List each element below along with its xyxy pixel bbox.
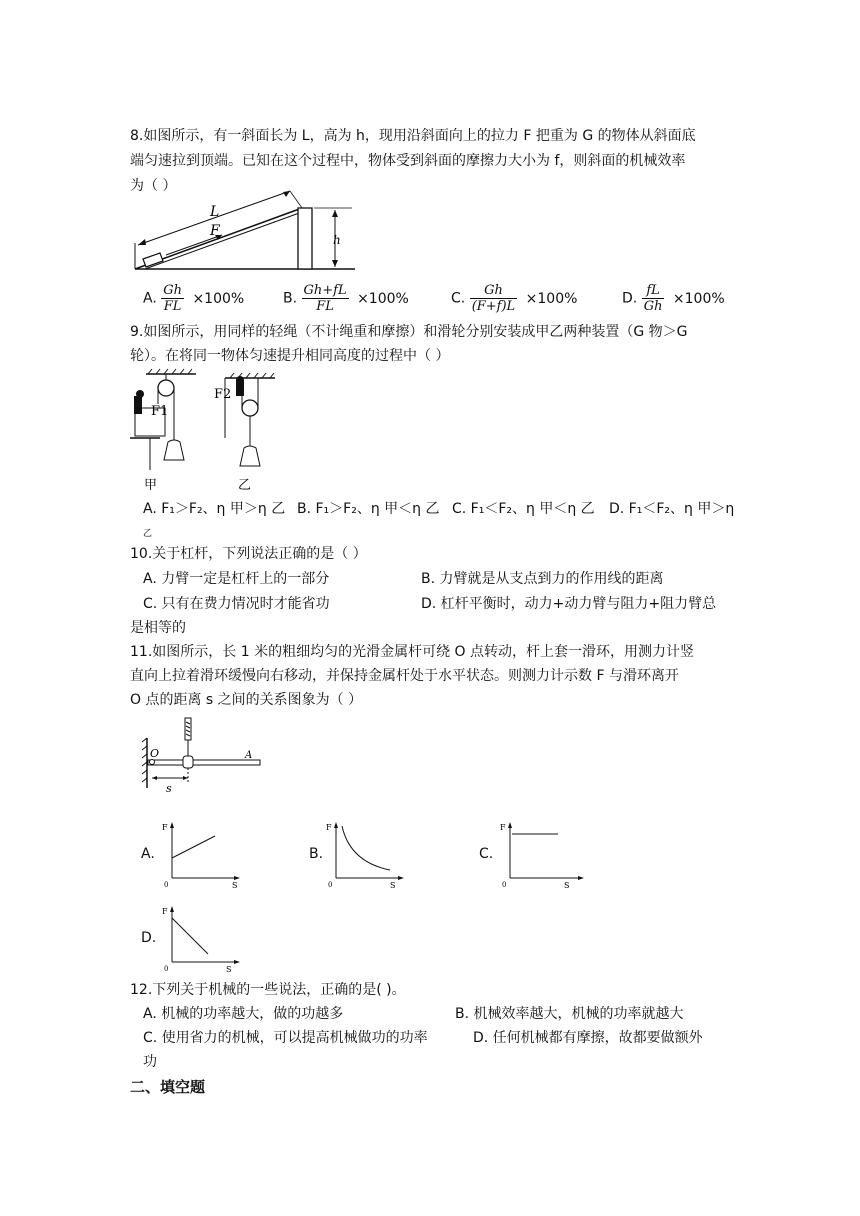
lever-label-o: O bbox=[150, 747, 160, 760]
q11-option-a-label[interactable]: A. bbox=[141, 846, 155, 862]
label-f2: F2 bbox=[214, 387, 232, 402]
q10-option-c[interactable]: C. 只有在费力情况时才能省功 bbox=[143, 596, 330, 612]
graph-d-y-label: F bbox=[162, 907, 168, 916]
q8-option-a[interactable]: A. $\frac{\text{Gℎ}}{FL}$ ×100% bbox=[143, 283, 245, 314]
option-letter: C. bbox=[451, 290, 466, 307]
graph-c[interactable] bbox=[498, 818, 586, 890]
q10-option-d-wrap: 是相等的 bbox=[130, 620, 186, 636]
q8-stem-line1: 8.如图所示，有一斜面长为 L，高为 h，现用沿斜面向上的拉力 F 把重为 G 的物体从斜面底 bbox=[130, 128, 696, 144]
graph-a-origin: 0 bbox=[164, 881, 169, 889]
q9-stem-line1: 9.如图所示，用同样的轻绳（不计绳重和摩擦）和滑轮分别安装成甲乙两种装置（G 物＞G bbox=[130, 324, 688, 340]
graph-d[interactable] bbox=[160, 902, 242, 974]
q9-option-d[interactable]: D. F₁＜F₂、η 甲＞η bbox=[609, 501, 735, 517]
graph-c-y-label: F bbox=[500, 823, 506, 832]
lever-label-a: A bbox=[245, 750, 253, 761]
q12-option-b[interactable]: B. 机械效率越大，机械的功率就越大 bbox=[455, 1006, 684, 1022]
q10-option-d[interactable]: D. 杠杆平衡时，动力+动力臂与阻力+阻力臂总 bbox=[421, 596, 717, 612]
q8-option-c[interactable]: C. $\frac{\text{Gℎ}}{(F+f)L}$ ×100% bbox=[451, 283, 578, 314]
q9-option-b[interactable]: B. F₁＞F₂、η 甲＜η 乙 bbox=[297, 501, 440, 517]
q12-option-c[interactable]: C. 使用省力的机械，可以提高机械做功的功率 bbox=[143, 1030, 428, 1046]
label-f1: F1 bbox=[151, 404, 169, 419]
graph-b-y-label: F bbox=[326, 823, 332, 832]
graph-d-origin: 0 bbox=[164, 965, 169, 973]
fraction: $\frac{\text{Gℎ+fL}}{FL}$ bbox=[303, 283, 347, 314]
q12-stem: 12.下列关于机械的一些说法，正确的是( )。 bbox=[130, 982, 406, 998]
lever-figure bbox=[140, 716, 265, 796]
incline-label-h: h bbox=[333, 233, 341, 247]
incline-label-F: F bbox=[210, 223, 220, 239]
graph-a-x-label: S bbox=[232, 881, 238, 890]
q10-stem: 10.关于杠杆，下列说法正确的是（ ） bbox=[130, 546, 367, 562]
q11-option-c-label[interactable]: C. bbox=[479, 846, 494, 862]
q12-option-c-wrap: 功 bbox=[143, 1054, 157, 1070]
q11-option-b-label[interactable]: B. bbox=[309, 846, 324, 862]
fraction: $\frac{\text{Gℎ}}{(F+f)L}$ bbox=[471, 283, 516, 314]
graph-b-origin: 0 bbox=[328, 881, 333, 889]
q11-stem-line1: 11.如图所示，长 1 米的粗细均匀的光滑金属杆可绕 O 点转动，杆上套一滑环，用测力计竖 bbox=[130, 644, 694, 660]
q9-option-a[interactable]: A. F₁＞F₂、η 甲＞η 乙 bbox=[143, 501, 286, 517]
lever-label-s: s bbox=[166, 782, 172, 795]
fraction: $\frac{\text{Gℎ}}{FL}$ bbox=[163, 283, 182, 314]
graph-b[interactable] bbox=[324, 818, 406, 890]
fraction: $\frac{fL}{\text{Gℎ}}$ bbox=[643, 283, 663, 314]
graph-d-x-label: S bbox=[226, 965, 232, 974]
incline-figure bbox=[130, 183, 360, 275]
option-letter: B. bbox=[283, 290, 298, 307]
graph-a-y-label: F bbox=[162, 823, 168, 832]
q8-stem-line2: 端匀速拉到顶端。已知在这个过程中，物体受到斜面的摩擦力大小为 f，则斜面的机械效率 bbox=[130, 153, 686, 169]
pulley-figure bbox=[130, 368, 290, 493]
graph-c-x-label: S bbox=[564, 881, 570, 890]
q11-stem-line2: 直向上拉着滑环缓慢向右移动，并保持金属杆处于水平状态。则测力计示数 F 与滑环离开 bbox=[130, 668, 679, 684]
q9-option-c[interactable]: C. F₁＜F₂、η 甲＜η 乙 bbox=[452, 501, 595, 517]
q8-stem-line3: 为（ ） bbox=[130, 178, 177, 194]
q12-option-a[interactable]: A. 机械的功率越大，做的功越多 bbox=[143, 1006, 344, 1022]
incline-label-L: L bbox=[210, 204, 220, 220]
label-jia: 甲 bbox=[144, 478, 158, 493]
graph-a[interactable] bbox=[160, 818, 242, 890]
q12-option-d[interactable]: D. 任何机械都有摩擦，故都要做额外 bbox=[473, 1030, 703, 1046]
q11-stem-line3: O 点的距离 s 之间的关系图象为（ ） bbox=[130, 692, 363, 708]
graph-c-origin: 0 bbox=[502, 881, 507, 889]
q9-option-d-wrap: 乙 bbox=[143, 529, 153, 539]
label-yi: 乙 bbox=[238, 478, 252, 493]
q10-option-a[interactable]: A. 力臂一定是杠杆上的一部分 bbox=[143, 571, 330, 587]
q9-stem-line2: 轮）。在将同一物体匀速提升相同高度的过程中（ ） bbox=[130, 348, 450, 364]
q8-option-d[interactable]: D. $\frac{fL}{\text{Gℎ}}$ ×100% bbox=[622, 283, 725, 314]
option-letter: A. bbox=[143, 290, 157, 307]
q10-option-b[interactable]: B. 力臂就是从支点到力的作用线的距离 bbox=[421, 571, 664, 587]
section-heading: 二、填空题 bbox=[130, 1078, 206, 1096]
q11-option-d-label[interactable]: D. bbox=[141, 930, 157, 946]
graph-b-x-label: S bbox=[390, 881, 396, 890]
q8-option-b[interactable]: B. $\frac{\text{Gℎ+fL}}{FL}$ ×100% bbox=[283, 283, 409, 314]
option-letter: D. bbox=[622, 290, 638, 307]
